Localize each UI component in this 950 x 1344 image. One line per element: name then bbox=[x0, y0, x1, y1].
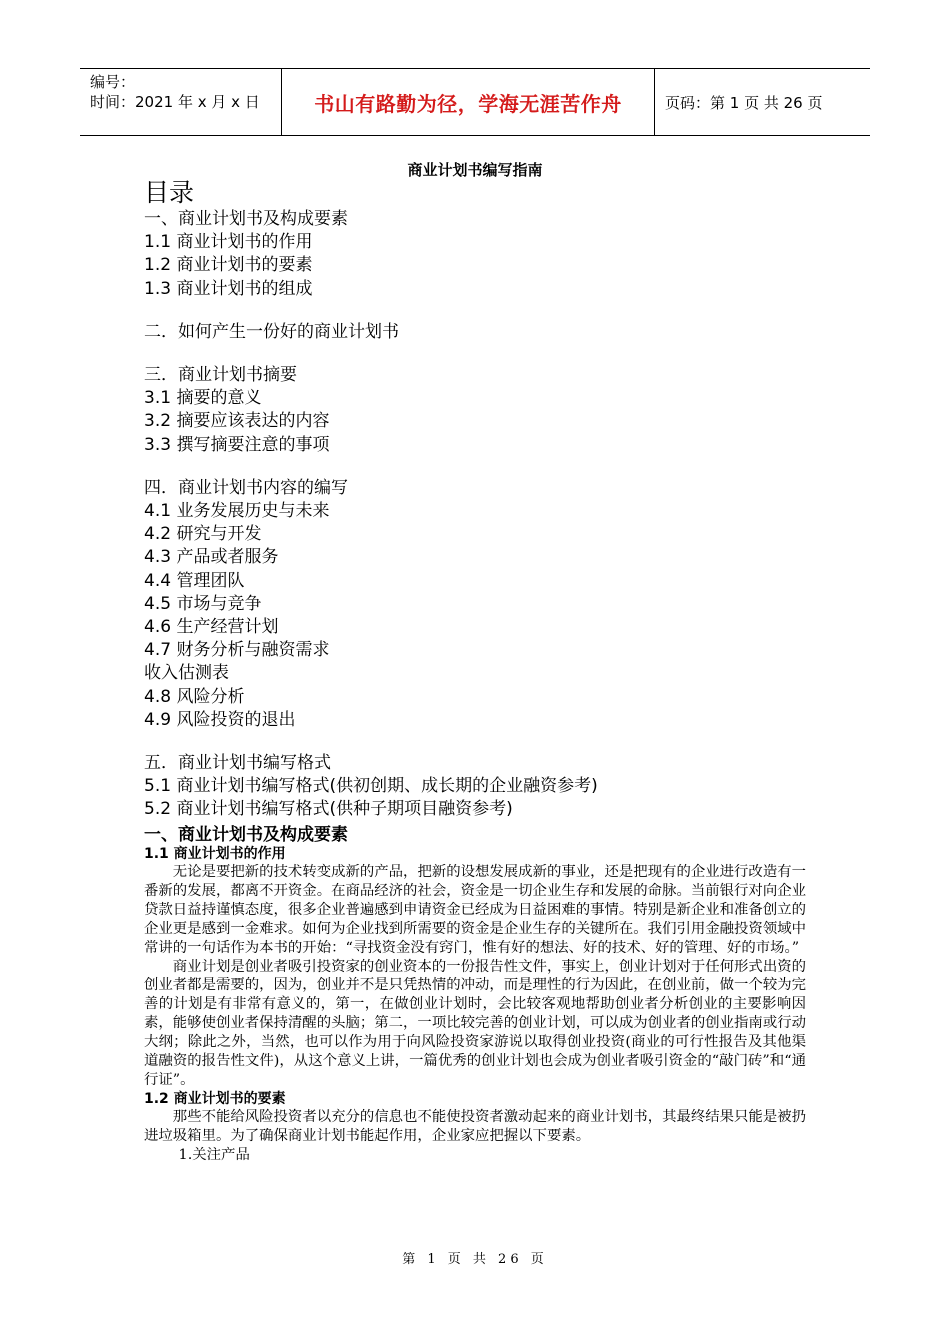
paragraph: 无论是要把新的技术转变成新的产品，把新的设想发展成新的事业，还是把现有的企业进行改造有一番新的发展，都离不开资金。在商品经济的社会，资金是一切企业生存和发展的命脉。当前银行对向企业贷款日益持谨慎态度，很多企业普遍感到申请资金已经成为日益困难的事情。特别是新企业和准备创立的企业更是感到一金难求。如何为企业找到所需要的资金是企业生存的关键所在。我们引用金融投资领域中常讲的一句话作为本书的开始：“寻找资金没有窍门，惟有好的想法、好的技术、好的管理、好的市场。” bbox=[144, 864, 806, 956]
toc-item: 3.2 摘要应该表达的内容 bbox=[144, 411, 330, 432]
toc-item: 1.2 商业计划书的要素 bbox=[144, 255, 313, 276]
toc-item: 4.7 财务分析与融资需求 bbox=[144, 640, 330, 661]
table-of-contents bbox=[144, 178, 844, 822]
toc-item: 5.2 商业计划书编写格式(供种子期项目融资参考) bbox=[144, 799, 513, 820]
number-label: 编号： bbox=[90, 73, 136, 91]
toc-item: 1.1 商业计划书的作用 bbox=[144, 232, 313, 253]
toc-heading: 目录 bbox=[144, 178, 195, 207]
document-title: 商业计划书编写指南 bbox=[407, 161, 543, 179]
toc-item: 4.5 市场与竞争 bbox=[144, 593, 262, 614]
toc-list bbox=[144, 208, 844, 822]
toc-item: 4.6 生产经营计划 bbox=[144, 617, 279, 638]
toc-item: 3.3 撰写摘要注意的事项 bbox=[144, 434, 330, 455]
header-motto-cell bbox=[281, 69, 655, 135]
subsection-heading-1-2: 1.2 商业计划书的要素 bbox=[144, 1090, 286, 1107]
toc-item: 四．商业计划书内容的编写 bbox=[144, 477, 348, 498]
paragraph: 那些不能给风险投资者以充分的信息也不能使投资者激动起来的商业计划书，其最终结果只能是被扔进垃圾箱里。为了确保商业计划书能起作用，企业家应把握以下要素。 bbox=[144, 1108, 806, 1144]
paragraph: 商业计划是创业者吸引投资家的创业资本的一份报告性文件，事实上，创业计划对于任何形式出资的创业者都是需要的，因为，创业并不是只凭热情的冲动，而是理性的行为因此，在创业前，做一个较为完善的计划是有非常有意义的，第一，在做创业计划时，会比较客观地帮助创业者分析创业的主要影响因素，能够使创业者保持清醒的头脑；第二，一项比较完善的创业计划，可以成为创业者的创业指南或行动大纲；除此之外，当然，也可以作为用于向风险投资家游说以取得创业投资(商业的可行性报告及其他渠道融资的报告性文件)，从这个意义上讲，一篇优秀的创业计划也会成为创业者吸引资金的“敲门砖”和“通行证”。 bbox=[144, 958, 806, 1088]
toc-item: 4.1 业务发展历史与未来 bbox=[144, 501, 330, 522]
section-heading: 一、商业计划书及构成要素 bbox=[144, 825, 348, 845]
time-label: 时间：2021 年 x 月 x 日 bbox=[90, 93, 260, 111]
header-page-cell bbox=[655, 69, 870, 135]
header-left-cell bbox=[80, 69, 280, 135]
toc-spacer bbox=[144, 457, 844, 477]
toc-item: 五．商业计划书编写格式 bbox=[144, 753, 331, 774]
toc-spacer bbox=[144, 301, 844, 321]
toc-spacer bbox=[144, 344, 844, 364]
toc-item: 二．如何产生一份好的商业计划书 bbox=[144, 321, 399, 342]
header-table bbox=[80, 68, 870, 136]
toc-item: 5.1 商业计划书编写格式(供初创期、成长期的企业融资参考) bbox=[144, 776, 598, 797]
toc-item: 1.3 商业计划书的组成 bbox=[144, 278, 313, 299]
toc-item: 三．商业计划书摘要 bbox=[144, 365, 297, 386]
list-item: 1.关注产品 bbox=[178, 1146, 250, 1163]
toc-item: 4.8 风险分析 bbox=[144, 686, 245, 707]
subsection-heading-1-1: 1.1 商业计划书的作用 bbox=[144, 846, 286, 862]
page-info: 页码：第 1 页 共 26 页 bbox=[665, 93, 823, 112]
toc-item: 一、商业计划书及构成要素 bbox=[144, 209, 348, 229]
toc-item: 收入估测表 bbox=[144, 663, 229, 684]
page-footer: 第 1 页 共 26 页 bbox=[402, 1252, 548, 1267]
toc-item: 4.3 产品或者服务 bbox=[144, 547, 279, 568]
toc-item: 4.9 风险投资的退出 bbox=[144, 709, 296, 730]
document-body bbox=[144, 825, 806, 1165]
toc-item: 3.1 摘要的意义 bbox=[144, 388, 262, 409]
toc-item: 4.2 研究与开发 bbox=[144, 524, 262, 545]
toc-spacer bbox=[144, 732, 844, 752]
motto-text: 书山有路勤为径，学海无涯苦作舟 bbox=[314, 91, 622, 116]
toc-item: 4.4 管理团队 bbox=[144, 570, 245, 591]
